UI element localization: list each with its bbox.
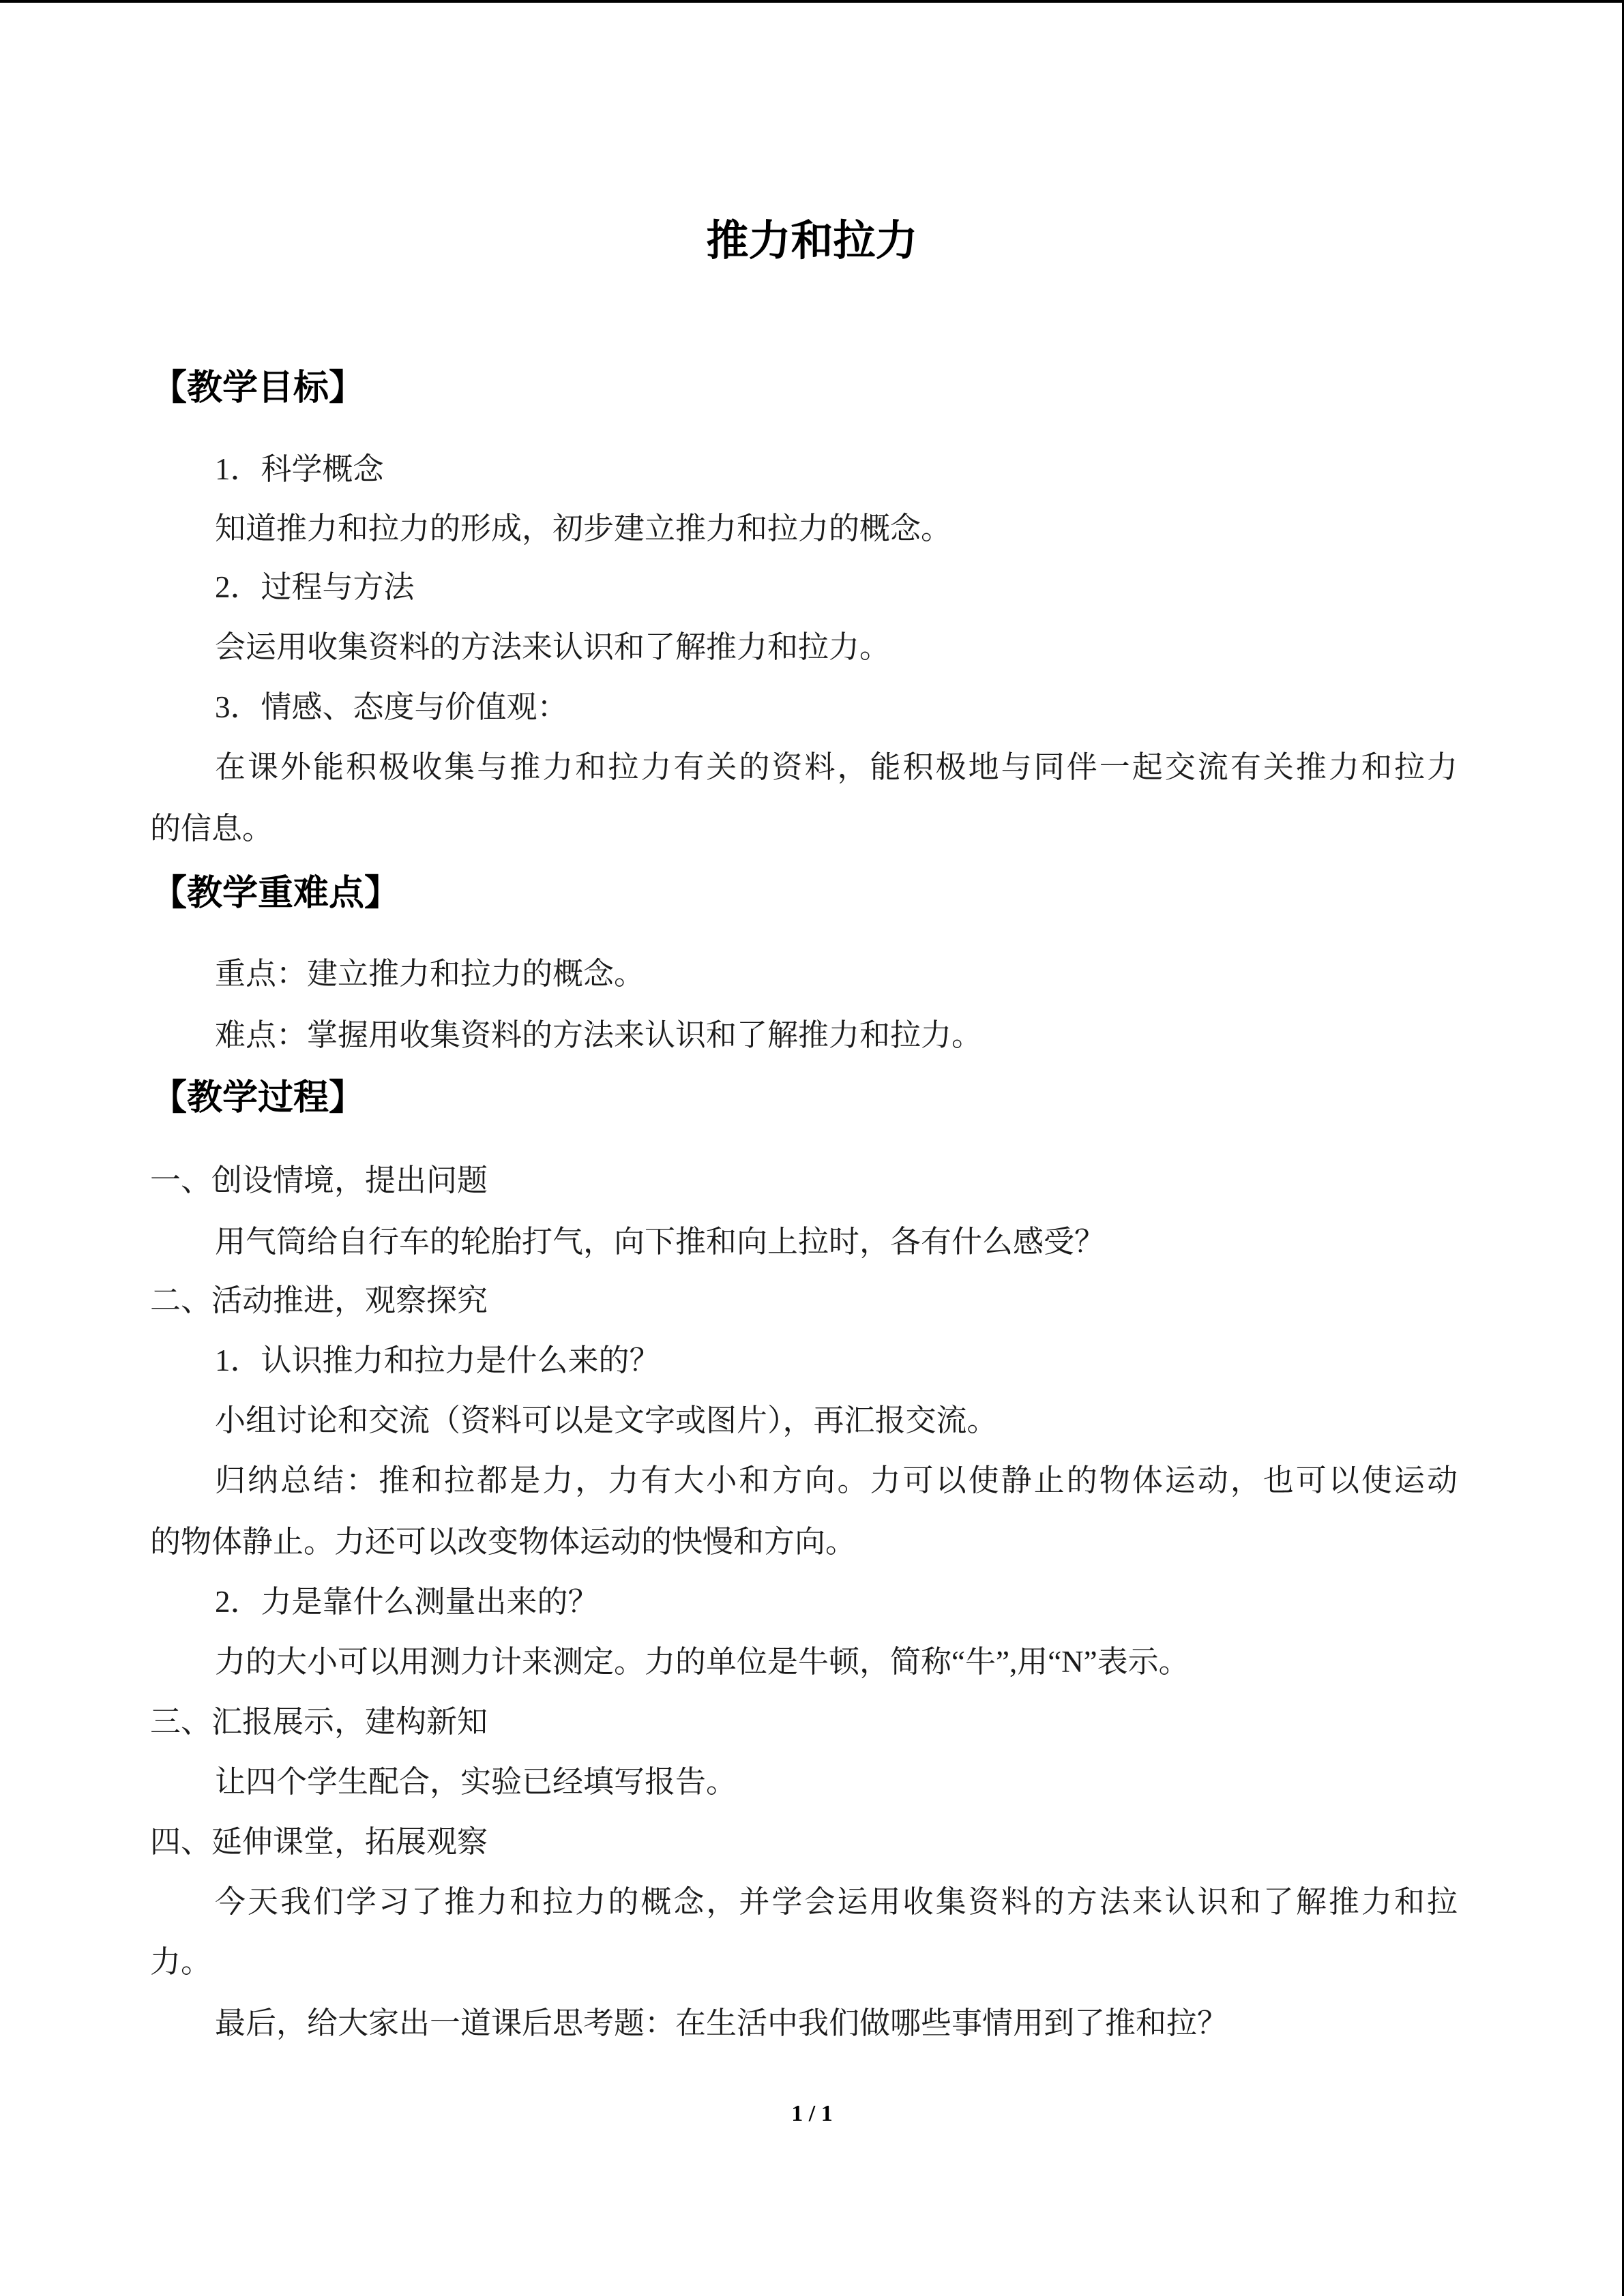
process-step-2-summary-cont: 的物体静止。力还可以改变物体运动的快慢和方向。 — [150, 1525, 857, 1559]
process-step-2-sub-2: 2．力是靠什么测量出来的？ — [215, 1585, 599, 1619]
process-step-2-summary: 归纳总结：推和拉都是力，力有大小和方向。力可以使静止的物体运动，也可以使运动 — [215, 1463, 1458, 1497]
page-number: 1 / 1 — [791, 2101, 833, 2126]
page-top-border — [0, 0, 1624, 3]
objective-item-2-title: 2．过程与方法 — [215, 570, 415, 604]
key-point-difficulty: 难点：掌握用收集资料的方法来认识和了解推力和拉力。 — [215, 1018, 983, 1052]
objective-item-2-text: 会运用收集资料的方法来认识和了解推力和拉力。 — [215, 630, 891, 664]
section-heading-objectives: 【教学目标】 — [151, 368, 365, 408]
process-step-2-sub-2-text: 力的大小可以用测力计来测定。力的单位是牛顿，简称“牛”,用“N”表示。 — [215, 1645, 1190, 1679]
objective-item-3-text: 在课外能积极收集与推力和拉力有关的资料，能积极地与同伴一起交流有关推力和拉力 — [215, 750, 1458, 784]
objective-item-3-title: 3．情感、态度与价值观： — [215, 690, 568, 724]
process-step-2-sub-1-text: 小组讨论和交流（资料可以是文字或图片），再汇报交流。 — [215, 1403, 998, 1437]
section-heading-process: 【教学过程】 — [151, 1077, 365, 1118]
objective-item-1-text: 知道推力和拉力的形成，初步建立推力和拉力的概念。 — [215, 511, 952, 546]
process-step-2-sub-1: 1．认识推力和拉力是什么来的？ — [215, 1343, 660, 1377]
objective-item-3-text-cont: 的信息。 — [150, 811, 274, 846]
process-step-2-heading: 二、活动推进，观察探究 — [150, 1283, 488, 1317]
process-step-1-text: 用气筒给自行车的轮胎打气，向下推和向上拉时，各有什么感受？ — [215, 1225, 1106, 1259]
objective-item-1-title: 1．科学概念 — [215, 452, 384, 486]
process-step-1-heading: 一、创设情境，提出问题 — [150, 1163, 488, 1197]
process-step-4-homework: 最后，给大家出一道课后思考题：在生活中我们做哪些事情用到了推和拉？ — [215, 2006, 1228, 2040]
document-title: 推力和拉力 — [706, 218, 918, 265]
key-point-focus: 重点：建立推力和拉力的概念。 — [215, 957, 645, 991]
process-step-3-text: 让四个学生配合，实验已经填写报告。 — [215, 1765, 737, 1799]
process-step-4-text: 今天我们学习了推力和拉力的概念，并学会运用收集资料的方法来认识和了解推力和拉 — [215, 1885, 1458, 1919]
process-step-3-heading: 三、汇报展示，建构新知 — [150, 1705, 488, 1739]
process-step-4-text-cont: 力。 — [150, 1945, 212, 1979]
section-heading-key-points: 【教学重难点】 — [151, 873, 400, 914]
process-step-4-heading: 四、延伸课堂，拓展观察 — [150, 1825, 488, 1859]
